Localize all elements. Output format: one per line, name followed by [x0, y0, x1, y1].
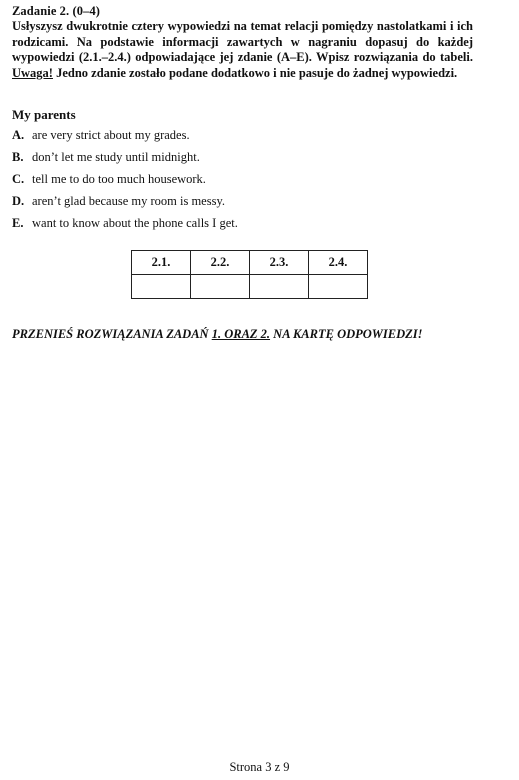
instruction-line: rodzicami. Na podstawie informacji zawartych w nagraniu dopasuj do każdej: [12, 34, 473, 49]
instruction-line: Usłyszysz dwukrotnie cztery wypowiedzi na temat relacji pomiędzy nastolatkami i ich: [12, 19, 473, 33]
task-title: Zadanie 2. (0–4): [12, 4, 101, 18]
answer-table-header: 2.1.: [132, 251, 191, 275]
answer-cell-2-3[interactable]: [250, 275, 309, 299]
answer-table-header: 2.3.: [250, 251, 309, 275]
section-heading: My parents: [12, 107, 76, 122]
option-c: [12, 168, 492, 190]
answer-table-header: 2.2.: [191, 251, 250, 275]
answer-table: [131, 250, 368, 299]
note-label: Uwaga!: [12, 65, 53, 80]
options-list: [12, 124, 492, 234]
instruction-line: wypowiedzi (2.1.–2.4.) odpowiadające jej zdanie (A–E). Wpisz rozwiązania do tabeli.: [12, 50, 473, 64]
option-letter: E.: [12, 216, 24, 230]
transfer-note-part2: NA KARTĘ ODPOWIEDZI!: [270, 327, 423, 341]
answer-table-header-row: [132, 251, 368, 275]
option-letter: D.: [12, 194, 25, 208]
option-e: [12, 212, 492, 234]
answer-table-answer-row: [132, 275, 368, 299]
answer-cell-2-2[interactable]: [191, 275, 250, 299]
option-text: are very strict about my grades.: [32, 128, 190, 142]
option-a: [12, 124, 492, 146]
transfer-note-underlined: 1. ORAZ 2.: [211, 327, 271, 341]
option-letter: C.: [12, 172, 25, 186]
option-letter: B.: [12, 150, 24, 164]
task-instructions: [12, 19, 473, 81]
option-d: [12, 190, 492, 212]
page-number-footer: Strona 3 z 9: [229, 760, 290, 774]
option-text: tell me to do too much housework.: [32, 172, 206, 186]
answer-cell-2-1[interactable]: [132, 275, 191, 299]
answer-cell-2-4[interactable]: [309, 275, 368, 299]
answer-table-header: 2.4.: [309, 251, 368, 275]
transfer-answers-note: [12, 327, 423, 342]
instruction-note-line: [12, 66, 473, 82]
note-text: Jedno zdanie zostało podane dodatkowo i nie pasuje do żadnej wypowiedzi.: [52, 65, 458, 80]
option-letter: A.: [12, 128, 25, 142]
option-text: don’t let me study until midnight.: [32, 150, 200, 164]
option-text: aren’t glad because my room is messy.: [32, 194, 226, 208]
transfer-note-part1: PRZENIEŚ ROZWIĄZANIA ZADAŃ: [12, 327, 212, 341]
option-text: want to know about the phone calls I get.: [32, 216, 238, 230]
option-b: [12, 146, 492, 168]
